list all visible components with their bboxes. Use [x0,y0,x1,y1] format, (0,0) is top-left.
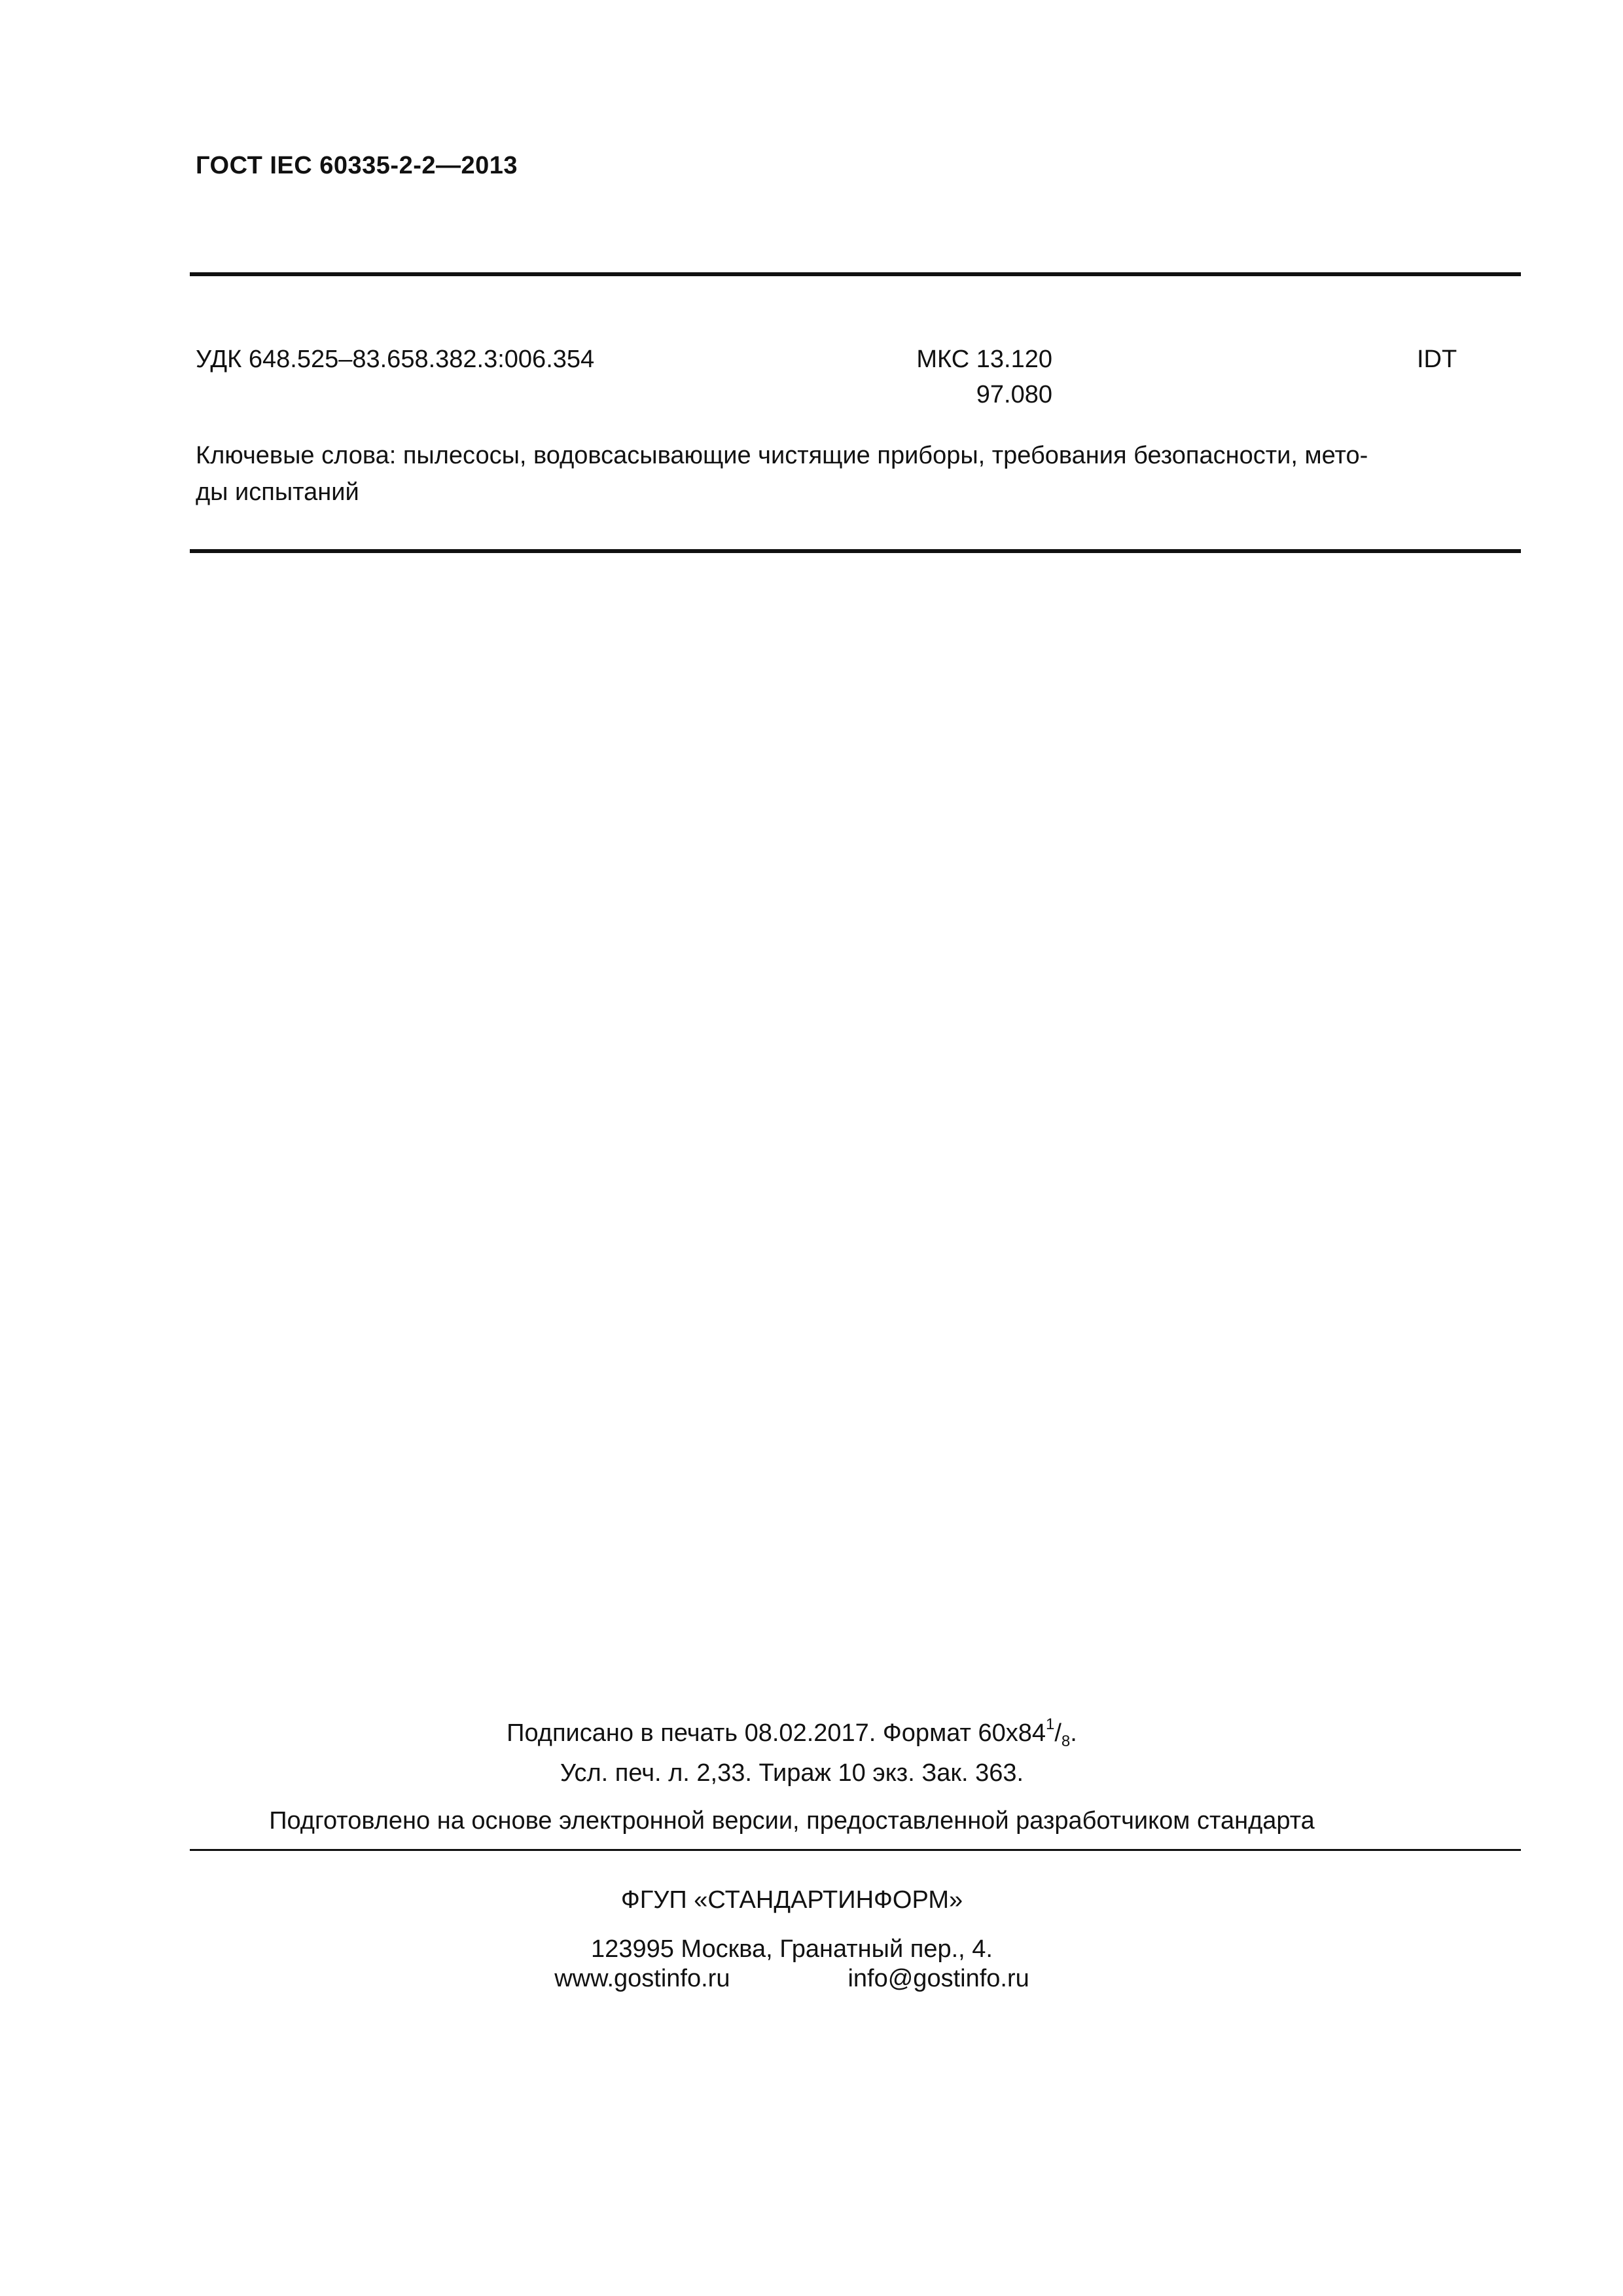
mks-codes [902,342,1052,412]
website-link[interactable]: www.gostinfo.ru [554,1965,730,1992]
format-end: . [1070,1719,1077,1747]
keywords-paragraph [196,437,1519,511]
idt-marker: IDT [1417,346,1457,373]
publisher-contacts [0,1962,1603,1995]
top-divider [190,272,1521,276]
keywords-line-2: ды испытаний [196,478,359,506]
publisher-name: ФГУП «СТАНДАРТИНФОРМ» [620,1886,963,1914]
format-numerator: 1 [1045,1715,1055,1733]
prepared-note: Подготовлено на основе электронной версии, предоставленной разработчиком стандарта [269,1807,1315,1835]
signed-to-print [0,1708,1603,1758]
mks-code-1: МКС 13.120 [916,346,1052,373]
publisher-address: 123995 Москва, Гранатный пер., 4. [591,1935,993,1963]
footer-divider [190,1849,1521,1851]
mks-code-2: 97.080 [976,381,1052,408]
email-link[interactable]: info@gostinfo.ru [847,1965,1029,1992]
keywords-line-1: Ключевые слова: пылесосы, водовсасывающие чистящие приборы, требования безопасности, мето- [196,442,1368,469]
format-denominator: 8 [1061,1732,1071,1750]
print-sheets: Усл. печ. л. 2,33. Тираж 10 экз. Зак. 363. [560,1759,1024,1787]
udk-code: УДК 648.525–83.658.382.3:006.354 [196,346,595,373]
middle-divider [190,549,1521,553]
format-slash: / [1054,1719,1061,1747]
signed-text: Подписано в печать 08.02.2017. Формат 60x84 [507,1719,1046,1747]
document-header: ГОСТ IEC 60335-2-2—2013 [196,152,518,179]
